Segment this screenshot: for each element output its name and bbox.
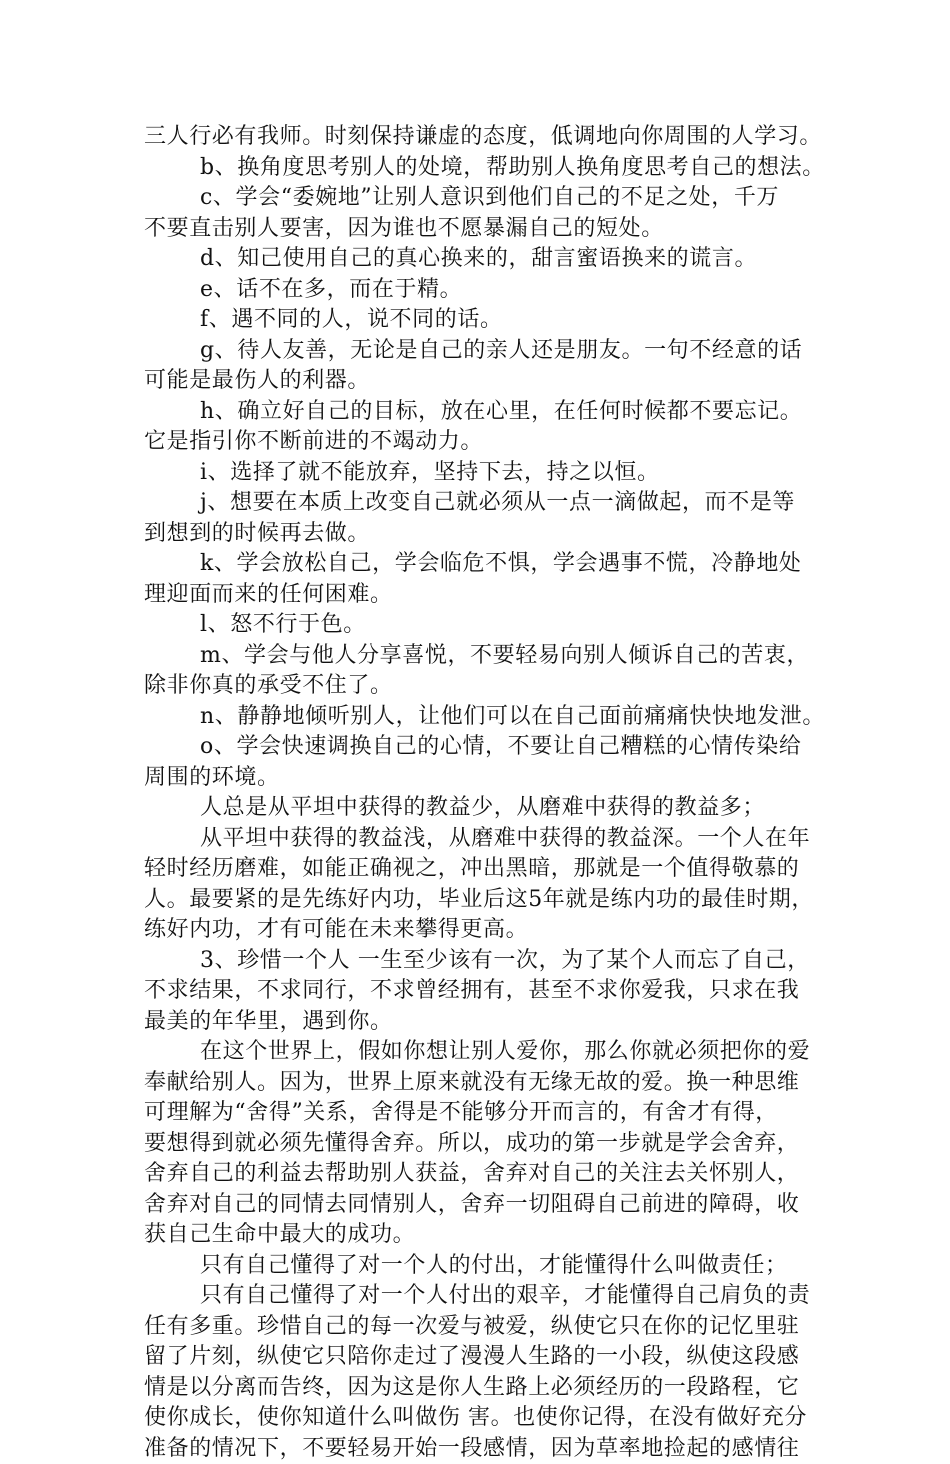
text-line: 奉献给别人。因为，世界上原来就没有无缘无故的爱。换一种思维 (144, 1068, 824, 1099)
text-line: 最美的年华里，遇到你。 (144, 1007, 824, 1038)
text-line: 使你成长，使你知道什么叫做伤 害。也使你记得，在没有做好充分 (144, 1403, 824, 1434)
text-line: 人。最要紧的是先练好内功，毕业后这5年就是练内功的最佳时期， (144, 885, 824, 916)
text-line: h、确立好自己的目标，放在心里，在任何时候都不要忘记。 (144, 397, 824, 428)
text-line: 情是以分离而告终，因为这是你人生路上必须经历的一段路程，它 (144, 1373, 824, 1404)
text-line: 要想得到就必须先懂得舍弃。所以，成功的第一步就是学会舍弃， (144, 1129, 824, 1160)
text-line: 练好内功，才有可能在未来攀得更高。 (144, 915, 824, 946)
text-line: 轻时经历磨难，如能正确视之，冲出黑暗，那就是一个值得敬慕的 (144, 854, 824, 885)
text-line: j、想要在本质上改变自己就必须从一点一滴做起，而不是等 (144, 488, 824, 519)
text-line: 3、珍惜一个人 一生至少该有一次，为了某个人而忘了自己， (144, 946, 824, 977)
body-text (144, 122, 824, 1464)
text-line: f、遇不同的人，说不同的话。 (144, 305, 824, 336)
text-line: 在这个世界上，假如你想让别人爱你，那么你就必须把你的爱 (144, 1037, 824, 1068)
text-line: 三人行必有我师。时刻保持谦虚的态度，低调地向你周围的人学习。 (144, 122, 824, 153)
text-line: 人总是从平坦中获得的教益少，从磨难中获得的教益多； (144, 793, 824, 824)
text-line: 获自己生命中最大的成功。 (144, 1220, 824, 1251)
text-line: g、待人友善，无论是自己的亲人还是朋友。一句不经意的话 (144, 336, 824, 367)
text-line: o、学会快速调换自己的心情，不要让自己糟糕的心情传染给 (144, 732, 824, 763)
text-line: 不要直击别人要害，因为谁也不愿暴漏自己的短处。 (144, 214, 824, 245)
text-line: 除非你真的承受不住了。 (144, 671, 824, 702)
text-line: e、话不在多，而在于精。 (144, 275, 824, 306)
text-line: 留了片刻，纵使它只陪你走过了漫漫人生路的一小段，纵使这段感 (144, 1342, 824, 1373)
text-line: c、学会“委婉地”让别人意识到他们自己的不足之处，千万 (144, 183, 824, 214)
text-line: 舍弃自己的利益去帮助别人获益，舍弃对自己的关注去关怀别人， (144, 1159, 824, 1190)
text-line: 只有自己懂得了对一个人付出的艰辛，才能懂得自己肩负的责 (144, 1281, 824, 1312)
text-line: d、知己使用自己的真心换来的，甜言蜜语换来的谎言。 (144, 244, 824, 275)
text-line: l、怒不行于色。 (144, 610, 824, 641)
text-line: 舍弃对自己的同情去同情别人，舍弃一切阻碍自己前进的障碍，收 (144, 1190, 824, 1221)
text-line: k、学会放松自己，学会临危不惧，学会遇事不慌，冷静地处 (144, 549, 824, 580)
text-line: 周围的环境。 (144, 763, 824, 794)
text-line: 准备的情况下，不要轻易开始一段感情，因为草率地捡起的感情往 (144, 1434, 824, 1464)
text-line: 不求结果，不求同行，不求曾经拥有，甚至不求你爱我，只求在我 (144, 976, 824, 1007)
text-line: i、选择了就不能放弃，坚持下去，持之以恒。 (144, 458, 824, 489)
text-line: m、学会与他人分享喜悦，不要轻易向别人倾诉自己的苦衷， (144, 641, 824, 672)
text-line: n、静静地倾听别人，让他们可以在自己面前痛痛快快地发泄。 (144, 702, 824, 733)
text-line: b、换角度思考别人的处境，帮助别人换角度思考自己的想法。 (144, 153, 824, 184)
text-line: 它是指引你不断前进的不竭动力。 (144, 427, 824, 458)
text-line: 到想到的时候再去做。 (144, 519, 824, 550)
text-line: 理迎面而来的任何困难。 (144, 580, 824, 611)
text-line: 可理解为“舍得”关系，舍得是不能够分开而言的，有舍才有得， (144, 1098, 824, 1129)
text-line: 从平坦中获得的教益浅，从磨难中获得的教益深。一个人在年 (144, 824, 824, 855)
text-line: 任有多重。珍惜自己的每一次爱与被爱，纵使它只在你的记忆里驻 (144, 1312, 824, 1343)
text-line: 只有自己懂得了对一个人的付出，才能懂得什么叫做责任； (144, 1251, 824, 1282)
text-line: 可能是最伤人的利器。 (144, 366, 824, 397)
